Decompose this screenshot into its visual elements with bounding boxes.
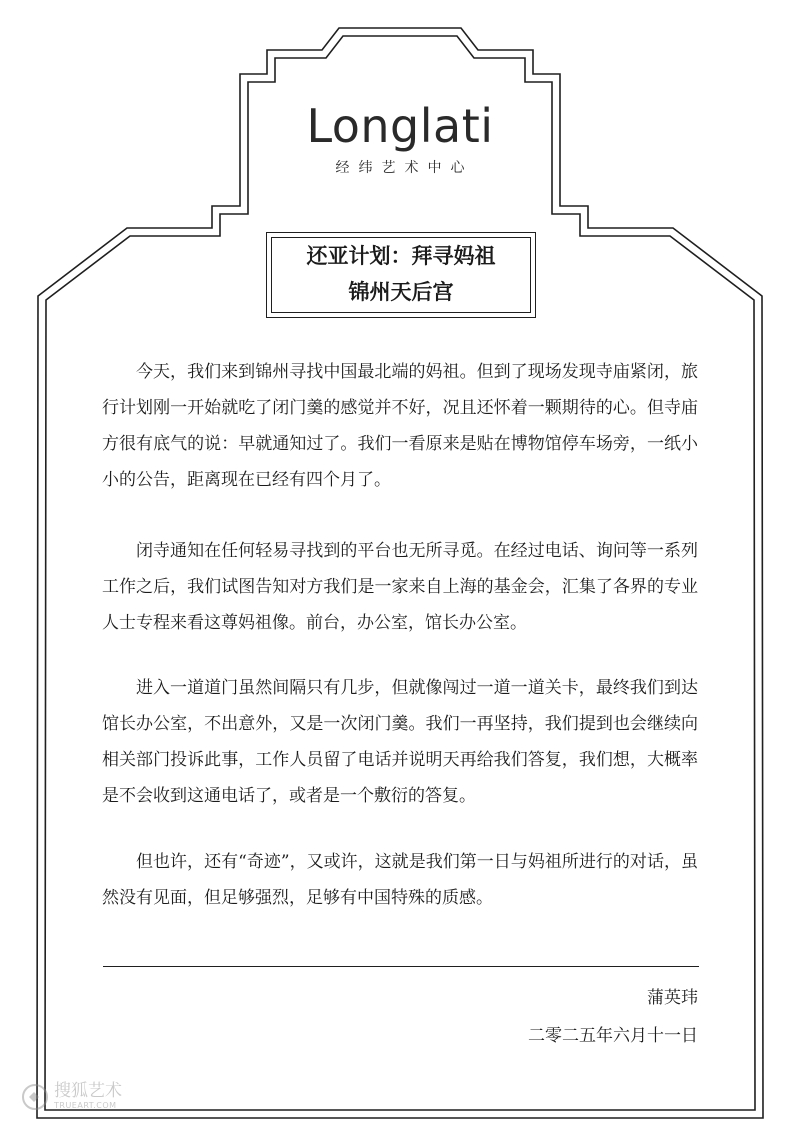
signature-name: 蒲英玮 [647,988,698,1008]
watermark-text: 搜狐艺术 [54,1081,122,1101]
watermark-logo-icon [20,1082,50,1112]
title-box [266,232,536,318]
signature-date: 二零二五年六月十一日 [528,1026,698,1046]
paragraph-3: 进入一道道门虽然间隔只有几步，但就像闯过一道一道关卡，最终我们到达馆长办公室，不出意外，又是一次闭门羹。我们一再坚持，我们提到也会继续向相关部门投诉此事，工作人员留了电话并说明天再给我们答复，我们想，大概率是不会收到这通电话了，或者是一个敷衍的答复。 [102,678,698,806]
watermark-url: TRUEART.COM [54,1101,117,1110]
brand-logo: Longlati [306,99,494,153]
signature-divider [103,966,699,967]
watermark [20,1080,140,1116]
title-line-1: 还亚计划：拜寻妈祖 [306,243,496,268]
brand-subtitle: 经纬艺术中心 [335,160,474,176]
paragraph-4: 但也许，还有“奇迹”，又或许，这就是我们第一日与妈祖所进行的对话，虽然没有见面，但足够强烈，足够有中国特殊的质感。 [102,852,698,908]
paragraph-1: 今天，我们来到锦州寻找中国最北端的妈祖。但到了现场发现寺庙紧闭，旅行计划刚一开始就吃了闭门羹的感觉并不好，况且还怀着一颗期待的心。但寺庙方很有底气的说：早就通知过了。我们一看原来是贴在博物馆停车场旁，一纸小小的公告，距离现在已经有四个月了。 [102,362,698,490]
title-line-2: 锦州天后宫 [348,279,454,304]
paragraph-2: 闭寺通知在任何轻易寻找到的平台也无所寻觅。在经过电话、询问等一系列工作之后，我们试图告知对方我们是一家来自上海的基金会，汇集了各界的专业人士专程来看这尊妈祖像。前台，办公室，馆长办公室。 [102,541,698,633]
